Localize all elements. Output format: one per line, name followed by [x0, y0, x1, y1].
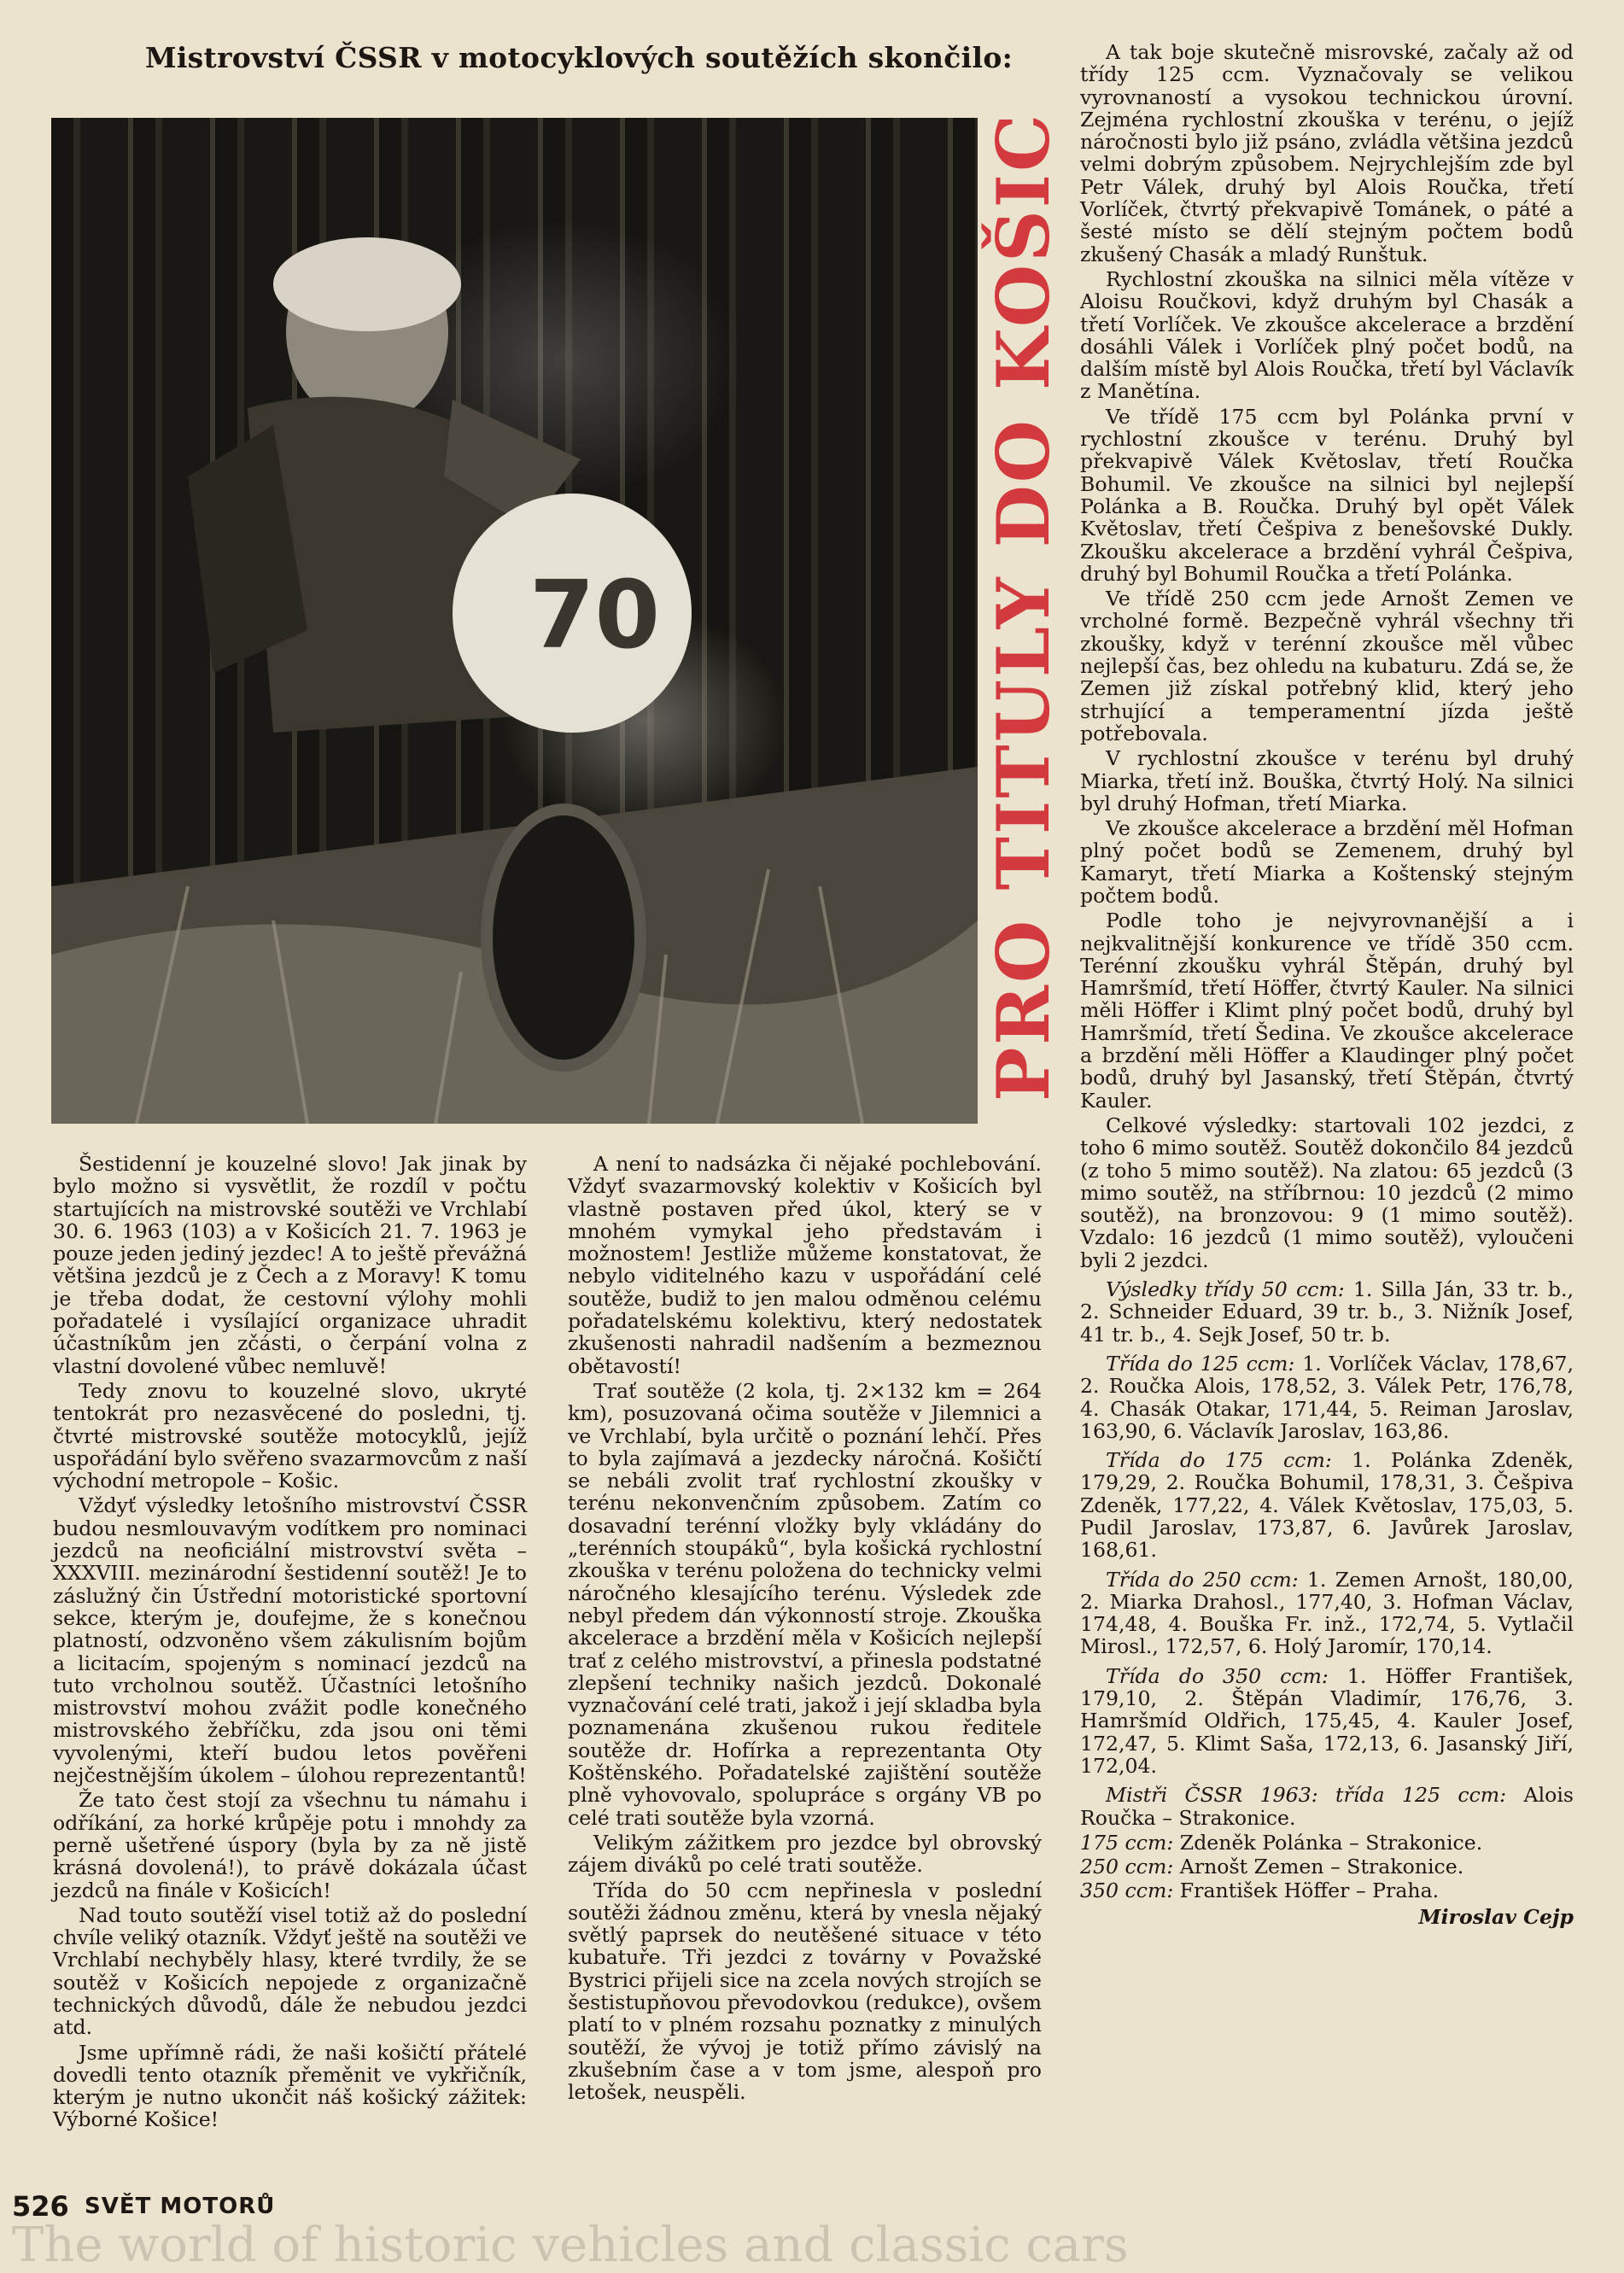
result-class-label: Třída do 175 ccm: — [1106, 1448, 1332, 1473]
page-footer — [12, 2190, 1600, 2273]
result-text: 1. Höffer František, 179,10, 2. Štěpán Vladimír, 176,76, 3. Hamršmíd Oldřich, 175,45, 4. Kauler Josef, 172,47, 5. Klimt Saša, 172,13, 6. Jasanský Jiří, 172,04. — [1080, 1663, 1574, 1778]
champion-250-row — [1080, 1855, 1574, 1878]
champion-250: Arnošt Zemen – Strakonice. — [1173, 1855, 1464, 1879]
champion-class: 350 ccm: — [1080, 1879, 1174, 1903]
result-125 — [1080, 1353, 1574, 1442]
magazine-name: SVĚT MOTORŮ — [85, 2194, 276, 2219]
author-signature: Miroslav Cejp — [1418, 1904, 1574, 1929]
result-text: 1. Vorlíček Václav, 178,67, 2. Roučka Alois, 178,52, 3. Válek Petr, 176,78, 4. Chasák Otakar, 171,44, 5. Reiman Jaroslav, 163,90, 6. Václavík Jaroslav, 163,86. — [1080, 1351, 1574, 1443]
paragraph: A tak boje skutečně misrovské, začaly až od třídy 125 ccm. Vyznačovaly se velikou vyrovnaností a vysokou technickou úrovní. Zejména rychlostní zkouška v terénu, o jejíž náročnosti bylo již psáno, zvládla většina jezdců velmi dobrým způsobem. Nejrychlejším zde byl Petr Válek, druhý byl Alois Roučka, třetí Vorlíček, čtvrtý překvapivě Tománek, o páté a šesté místo se dělí stejným počtem bodů zkušený Chasák a mladý Runštuk. — [1080, 40, 1574, 266]
paragraph: Ve zkoušce akcelerace a brzdění měl Hofman plný počet bodů se Zemenem, druhý byl Kamaryt, třetí Miarka a Koštenský stejným počtem bodů. — [1080, 816, 1574, 908]
champion-class: 250 ccm: — [1080, 1855, 1174, 1879]
column-3 — [1080, 41, 1574, 1931]
champion-175-row — [1080, 1832, 1574, 1854]
vertical-title-text: PRO TITULY DO KOŠIC — [980, 111, 1066, 1101]
champion-350-row — [1080, 1879, 1574, 1902]
paragraph: Ve třídě 175 ccm byl Polánka první v rychlostní zkoušce v terénu. Druhý byl překvapivě Válek Květoslav, třetí Roučka Bohumil. Ve zkoušce na silnici byl nejlepší Polánka a B. Roučka. Druhý byl opět Válek Květoslav, třetí Češpiva z benešovské Dukly. Zkoušku akcelerace a brzdění vyhrál Češpiva, druhý byl Bohumil Roučka a třetí Polánka. — [1080, 404, 1574, 586]
paragraph: Vždyť výsledky letošního mistrovství ČSSR budou nesmlouvavým vodítkem pro nominaci jezdců na neoficiální mistrovství světa – XXXVIII. mezinárodní šestidenní soutěž! Je to záslužný čin Ústřední motoristické sportovní sekce, kterým je, doufejme, že s konečnou platností, odzvoněno všem zákulisním bojům a licitacím, spojeným s nominací jezdců na tuto vrcholnou soutěž. Účastníci letošního mistrovství mohou zvážit podle konečného mistrovského žebříčku, zda jsou oni těmi vyvolenými, kteří budou letos pověřeni nejčestnějším úkolem – úlohou reprezentantů! — [53, 1493, 527, 1788]
result-text: 1. Silla Ján, 33 tr. b., 2. Schneider Eduard, 39 tr. b., 3. Nižník Josef, 41 tr. b., 4. Sejk Josef, 50 tr. b. — [1080, 1277, 1574, 1347]
paragraph: Tedy znovu to kouzelné slovo, ukryté tentokrát pro nezasvěcené do posledni, tj. čtvrté mistrovské soutěže motocyklů, jejíž uspořádání bylo svěřeno svazarmovcům z naší východní metropole – Košic. — [53, 1378, 527, 1493]
watermark: The world of historic vehicles and classic cars — [12, 2217, 1129, 2273]
svg-text:70: 70 — [529, 560, 661, 669]
paragraph: Celkové výsledky: startovali 102 jezdci, z toho 6 mimo soutěž. Soutěž dokončilo 84 jezdců (z toho 5 mimo soutěž). Na zlatou: 65 jezdců (3 mimo soutěž, na stříbrnou: 10 jezdců (2 mimo soutěž), na bronzovou: 9 (1 mimo soutěž). Vzdalo: 16 jezdců (1 mimo soutěž), vyloučeni byli 2 jezdci. — [1080, 1113, 1574, 1272]
paragraph: Třída do 50 ccm nepřinesla v poslední soutěži žádnou změnu, která by vnesla nějaký světlý paprsek do neutěšené situace v této kubatuře. Tři jezdci z továrny v Považské Bystrici přijeli sice na zcela nových strojích se šestistupňovou převodovkou (redukce), ovšem platí to v plném rozsahu poznatky z minulých soutěží, že vývoj je totiž přímo závislý na zkušebním čase a v tom jsme, alespoň pro letošek, neuspěli. — [568, 1878, 1042, 2105]
result-350 — [1080, 1665, 1574, 1777]
paragraph: Rychlostní zkouška na silnici měla vítěze v Aloisu Roučkovi, když druhým byl Chasák a třetí Vorlíček. Ve zkoušce akcelerace a brzdění dosáhli Válek i Vorlíček plný počet bodů, na dalším místě byl Alois Roučka, třetí byl Václavík z Manětína. — [1080, 266, 1574, 404]
champions-heading — [1080, 1784, 1574, 1829]
paragraph: A není to nadsázka či nějaké pochlebování. Vždyť svazarmovský kolektiv v Košicích byl vlastně postaven před úkol, který se v mnohém vymykal jeho představám i možnostem! Jestliže můžeme konstatovat, že nebylo viditelného kazu v uspořádání celé soutěže, budiž to jen malou odměnou celému pořadatelskému kolektivu, který nedostatek zkušenosti nahradil nadšením a bezmeznou obětavostí! — [568, 1152, 1042, 1378]
result-class-label: Třída do 250 ccm: — [1106, 1567, 1299, 1592]
result-250 — [1080, 1569, 1574, 1658]
champion-125: Alois Roučka – Strakonice. — [1080, 1783, 1574, 1830]
paragraph: Ve třídě 250 ccm jede Arnošt Zemen ve vrcholné formě. Bezpečně vyhrál všechny tři zkoušky, když v terénní zkoušce měl vůbec nejlepší čas, bez ohledu na kubaturu. Zdá se, že Zemen již získal potřebný klid, který jeho strhující a temperamentní jízda ještě potřebovala. — [1080, 587, 1574, 745]
paragraph: Podle toho je nejvyrovnanější a i nejkvalitnější konkurence ve třídě 350 ccm. Terénní zkoušku vyhrál Štěpán, druhý byl Hamršmíd, třetí Höffer, čtvrtý Kauler. Na silnici měli Höffer i Klimt plný počet bodů, druhý byl Hamršmíd, třetí Šedina. Ve zkoušce akcelerace a brzdění měli Höffer a Klaudinger plný počet bodů, druhý byl Jasanský, třetí Štěpán, čtvrtý Kauler. — [1080, 909, 1574, 1113]
result-class-label: Výsledky třídy 50 ccm: — [1106, 1277, 1345, 1302]
paragraph: Že tato čest stojí za všechnu tu námahu i odříkání, za horké krůpěje potu i mnohdy za perně ušetřené úspory (byla by za ně jistě krásná dovolená!), to právě dokázala účast jezdců na finále v Košicích! — [53, 1788, 527, 1902]
champion-175: Zdeněk Polánka – Strakonice. — [1173, 1830, 1483, 1855]
paragraph: Trať soutěže (2 kola, tj. 2×132 km = 264 km), posuzovaná očima soutěže v Jilemnici a ve Vrchlabí, byla určitě o poznání lehčí. Přes to byla zajímavá a jezdecky náročná. Košičtí se nebáli zvolit trať rychlostní zkoušky v terénu nekonvenčním způsobem. Zatím co dosavadní terénní vložky byly vkládány do „terénních stoupáků“, byla košická rychlostní zkouška v terénu položena do technicky velmi náročného klesajícího terénu. Výsledek zde nebyl předem dán výkonností stroje. Zkouška akcelerace a brzdění měla v Košicích nejlepší trať z celého mistrovství, a přinesla podstatné zlepšení techniky našich jezdců. Dokonalé vyznačování celé trati, jakož i její skladba byla poznamenána zkušenou rukou ředitele soutěže dr. Hofírka a reprezentanta Oty Koštěnského. Pořadatelské zajištění soutěže plně vyhovovalo, spolupráce s orgány VB po celé trati soutěže byla vzorná. — [568, 1378, 1042, 1830]
paragraph: Jsme upřímně rádi, že naši košičtí přátelé dovedli tento otazník přeměnit ve vykřičník, kterým je nutno ukončit náš košický zážitek: Výborné Košice! — [53, 2040, 527, 2132]
champion-class: 175 ccm: — [1080, 1830, 1174, 1855]
result-text: 1. Polánka Zdeněk, 179,29, 2. Roučka Bohumil, 178,31, 3. Češpiva Zdeněk, 177,22, 4. Válek Květoslav, 175,03, 5. Pudil Jaroslav, 173,87, 6. Javůrek Jaroslav, 168,61. — [1080, 1448, 1574, 1563]
result-class-label: Třída do 350 ccm: — [1106, 1663, 1329, 1688]
paragraph: Šestidenní je kouzelné slovo! Jak jinak by bylo možno si vysvětlit, že rozdíl v počtu startujících na mistrovské soutěži ve Vrchlabí 30. 6. 1963 (103) a v Košicích 21. 7. 1963 je pouze jeden jediný jezdec! A to ještě převážná většina jezdců je z Čech a z Moravy! K tomu je třeba dodat, že cestovní výlohy mohli pořadatelé i vysílající organizace uhradit účastníkům jen zčásti, o čerpání volna z vlastní dovolené vůbec nemluvě! — [53, 1152, 527, 1378]
headline: Mistrovství ČSSR v motocyklových soutěžích skončilo: — [145, 41, 1014, 74]
rider-silhouette — [51, 118, 978, 1124]
page-number: 526 — [12, 2190, 69, 2223]
column-2 — [568, 1153, 1042, 2106]
paragraph: Velikým zážitkem pro jezdce byl obrovský zájem diváků po celé trati soutěže. — [568, 1830, 1042, 1878]
result-text: 1. Zemen Arnošt, 180,00, 2. Miarka Drahosl., 177,40, 3. Hofman Václav, 174,48, 4. Bouška Fr. inž., 172,74, 5. Vytlačil Mirosl., 172,57, 6. Holý Jaromír, 170,14. — [1080, 1567, 1574, 1659]
vertical-title — [980, 111, 1066, 1101]
column-1 — [53, 1153, 527, 2134]
champions-label: Mistři ČSSR 1963: třída 125 ccm: — [1106, 1783, 1507, 1808]
result-175 — [1080, 1449, 1574, 1561]
paragraph: Nad touto soutěží visel totiž až do poslední chvíle veliký otazník. Vždyť ještě na soutěži ve Vrchlabí nechyběly hlasy, které tvrdily, že se soutěž v Košicích nepojede z organizačně technických důvodů, dále že nebudou jezdci atd. — [53, 1902, 527, 2040]
paragraph: V rychlostní zkoušce v terénu byl druhý Miarka, třetí inž. Bouška, čtvrtý Holý. Na silnici byl druhý Hofman, třetí Miarka. — [1080, 746, 1574, 815]
rider-photo — [51, 118, 978, 1124]
result-class-label: Třída do 125 ccm: — [1106, 1351, 1295, 1376]
result-50 — [1080, 1278, 1574, 1346]
champion-350: František Höffer – Praha. — [1173, 1879, 1440, 1903]
